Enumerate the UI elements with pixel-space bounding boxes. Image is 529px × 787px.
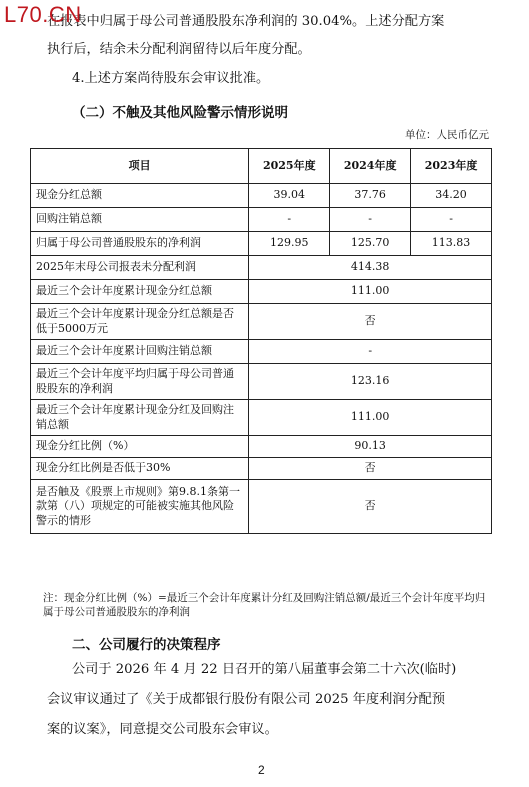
- table-row: [31, 256, 492, 280]
- header-2025: 2025年度: [249, 149, 330, 184]
- row-label: 现金分红比例（%）: [31, 436, 249, 458]
- cell-value: 否: [249, 458, 492, 480]
- row-label: 最近三个会计年度累计现金分红总额: [31, 280, 249, 304]
- table-row: [31, 480, 492, 534]
- table-header-row: [31, 149, 492, 184]
- row-label: 最近三个会计年度累计现金分红总额是否低于5000万元: [31, 304, 249, 340]
- table-row: [31, 364, 492, 400]
- decision-line-3: 案的议案》，同意提交公司股东会审议。: [47, 722, 278, 737]
- cell-value: 414.38: [249, 256, 492, 280]
- table-row: [31, 458, 492, 480]
- section-title-decision: 二、公司履行的决策程序: [72, 637, 221, 653]
- table-row: [31, 340, 492, 364]
- header-item: 项目: [31, 149, 249, 184]
- table-row: [31, 208, 492, 232]
- cell-value: 123.16: [249, 364, 492, 400]
- watermark-logo: L70.CN: [4, 2, 82, 27]
- unit-label: 单位：人民币亿元: [405, 129, 489, 141]
- cell-value: 129.95: [249, 232, 330, 256]
- cell-value: 113.83: [411, 232, 492, 256]
- page-number: 2: [258, 763, 265, 777]
- cell-value: -: [249, 208, 330, 232]
- table-row: [31, 436, 492, 458]
- cell-value: 39.04: [249, 184, 330, 208]
- table-row: [31, 400, 492, 436]
- cell-value: 37.76: [330, 184, 411, 208]
- header-2024: 2024年度: [330, 149, 411, 184]
- table-note: 注：现金分红比例（%）=最近三个会计年度累计分红及回购注销总额/最近三个会计年度平均归属于母公司普通股股东的净利润: [43, 592, 486, 618]
- row-label: 现金分红总额: [31, 184, 249, 208]
- table-row: [31, 304, 492, 340]
- cell-value: 34.20: [411, 184, 492, 208]
- header-2023: 2023年度: [411, 149, 492, 184]
- section-title-risk: （二）不触及其他风险警示情形说明: [72, 105, 288, 121]
- row-label: 现金分红比例是否低于30%: [31, 458, 249, 480]
- cell-value: 否: [249, 480, 492, 534]
- decision-line-1: 公司于 2026 年 4 月 22 日召开的第八届董事会第二十六次(临时): [72, 662, 457, 677]
- intro-line-1: 在报表中归属于母公司普通股股东净利润的 30.04%。上述分配方案: [47, 14, 445, 29]
- row-label: 是否触及《股票上市规则》第9.8.1条第一款第（八）项规定的可能被实施其他风险警示的情形: [31, 480, 249, 534]
- intro-line-3: 4.上述方案尚待股东会审议批准。: [72, 71, 270, 86]
- table-row: [31, 232, 492, 256]
- row-label: 2025年末母公司报表未分配利润: [31, 256, 249, 280]
- cell-value: 90.13: [249, 436, 492, 458]
- table-row: [31, 184, 492, 208]
- cell-value: 125.70: [330, 232, 411, 256]
- dividend-table: [30, 148, 492, 534]
- cell-value: -: [411, 208, 492, 232]
- cell-value: 111.00: [249, 400, 492, 436]
- table-row: [31, 280, 492, 304]
- cell-value: 否: [249, 304, 492, 340]
- row-label: 最近三个会计年度累计回购注销总额: [31, 340, 249, 364]
- row-label: 最近三个会计年度累计现金分红及回购注销总额: [31, 400, 249, 436]
- cell-value: 111.00: [249, 280, 492, 304]
- intro-line-2: 执行后，结余未分配利润留待以后年度分配。: [47, 42, 311, 57]
- row-label: 回购注销总额: [31, 208, 249, 232]
- cell-value: -: [330, 208, 411, 232]
- row-label: 归属于母公司普通股股东的净利润: [31, 232, 249, 256]
- cell-value: -: [249, 340, 492, 364]
- decision-line-2: 会议审议通过了《关于成都银行股份有限公司 2025 年度利润分配预: [47, 692, 446, 707]
- row-label: 最近三个会计年度平均归属于母公司普通股股东的净利润: [31, 364, 249, 400]
